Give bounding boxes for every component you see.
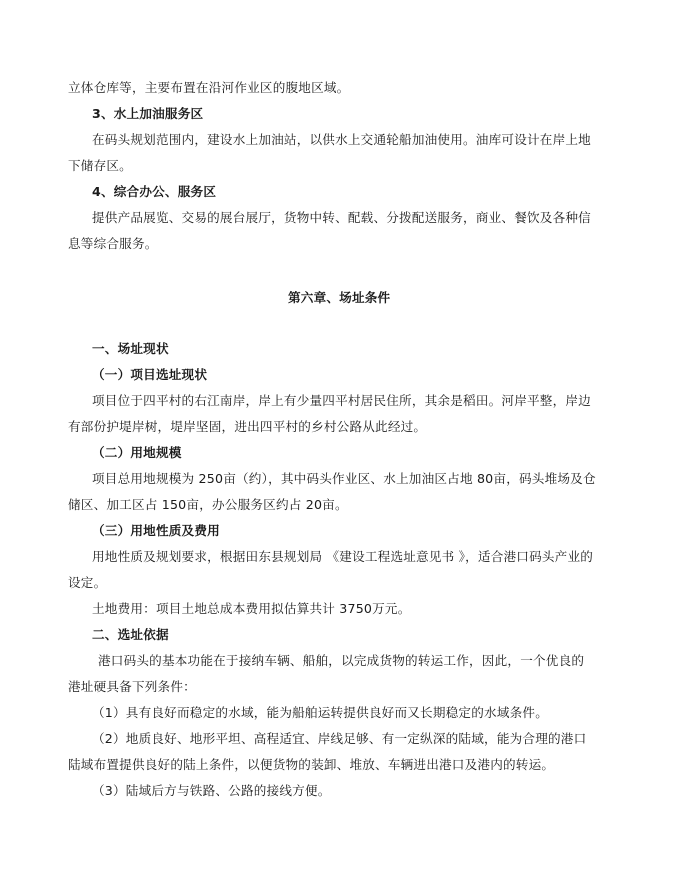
list-item: 陆域布置提供良好的陆上条件，以便货物的装卸、堆放、车辆进出港口及港内的转运。 [68, 757, 555, 772]
paragraph-line: 土地费用：项目土地总成本费用拟估算共计 3750万元。 [92, 601, 411, 616]
section-heading: 4、综合办公、服务区 [92, 184, 217, 199]
paragraph-line: 在码头规划范围内，建设水上加油站，以供水上交通轮船加油使用。油库可设计在岸上地 [92, 132, 591, 147]
paragraph-line: 设定。 [68, 575, 107, 590]
subsection-heading: （一）项目选址现状 [92, 367, 208, 382]
subsection-heading: （三）用地性质及费用 [92, 523, 220, 538]
chapter-title: 第六章、场址条件 [288, 290, 391, 305]
paragraph-line: 项目总用地规模为 250亩（约），其中码头作业区、水上加油区占地 80亩，码头堆场及仓 [92, 471, 596, 486]
paragraph-line: 港口码头的基本功能在于接纳车辆、船舶，以完成货物的转运工作，因此，一个优良的 [98, 653, 585, 668]
paragraph-line: 提供产品展览、交易的展台展厅，货物中转、配载、分拨配送服务，商业、餐饮及各种信 [92, 210, 591, 225]
list-item: （1）具有良好而稳定的水域，能为船舶运转提供良好而又长期稳定的水域条件。 [92, 705, 548, 720]
paragraph-line: 用地性质及规划要求，根据田东县规划局 《建设工程选址意见书 》，适合港口码头产业的 [92, 549, 594, 564]
paragraph-line: 项目位于四平村的右江南岸，岸上有少量四平村居民住所，其余是稻田。河岸平整，岸边 [92, 393, 591, 408]
list-item: （3）陆域后方与铁路、公路的接线方便。 [92, 783, 331, 798]
paragraph-line: 储区、加工区占 150亩，办公服务区约占 20亩。 [68, 497, 348, 512]
paragraph-line: 港址硬具备下列条件： [68, 679, 196, 694]
paragraph-line: 立体仓库等，主要布置在沿河作业区的腹地区域。 [68, 80, 350, 95]
subsection-heading: （二）用地规模 [92, 445, 182, 460]
paragraph-line: 有部份护堤岸树，堤岸坚固，进出四平村的乡村公路从此经过。 [68, 419, 427, 434]
section-heading: 一、场址现状 [92, 341, 169, 356]
paragraph-line: 下储存区。 [68, 158, 132, 173]
list-item: （2）地质良好、地形平坦、高程适宜、岸线足够、有一定纵深的陆域，能为合理的港口 [92, 731, 587, 746]
section-heading: 二、选址依据 [92, 627, 169, 642]
section-heading: 3、水上加油服务区 [92, 106, 204, 121]
paragraph-line: 息等综合服务。 [68, 236, 158, 251]
